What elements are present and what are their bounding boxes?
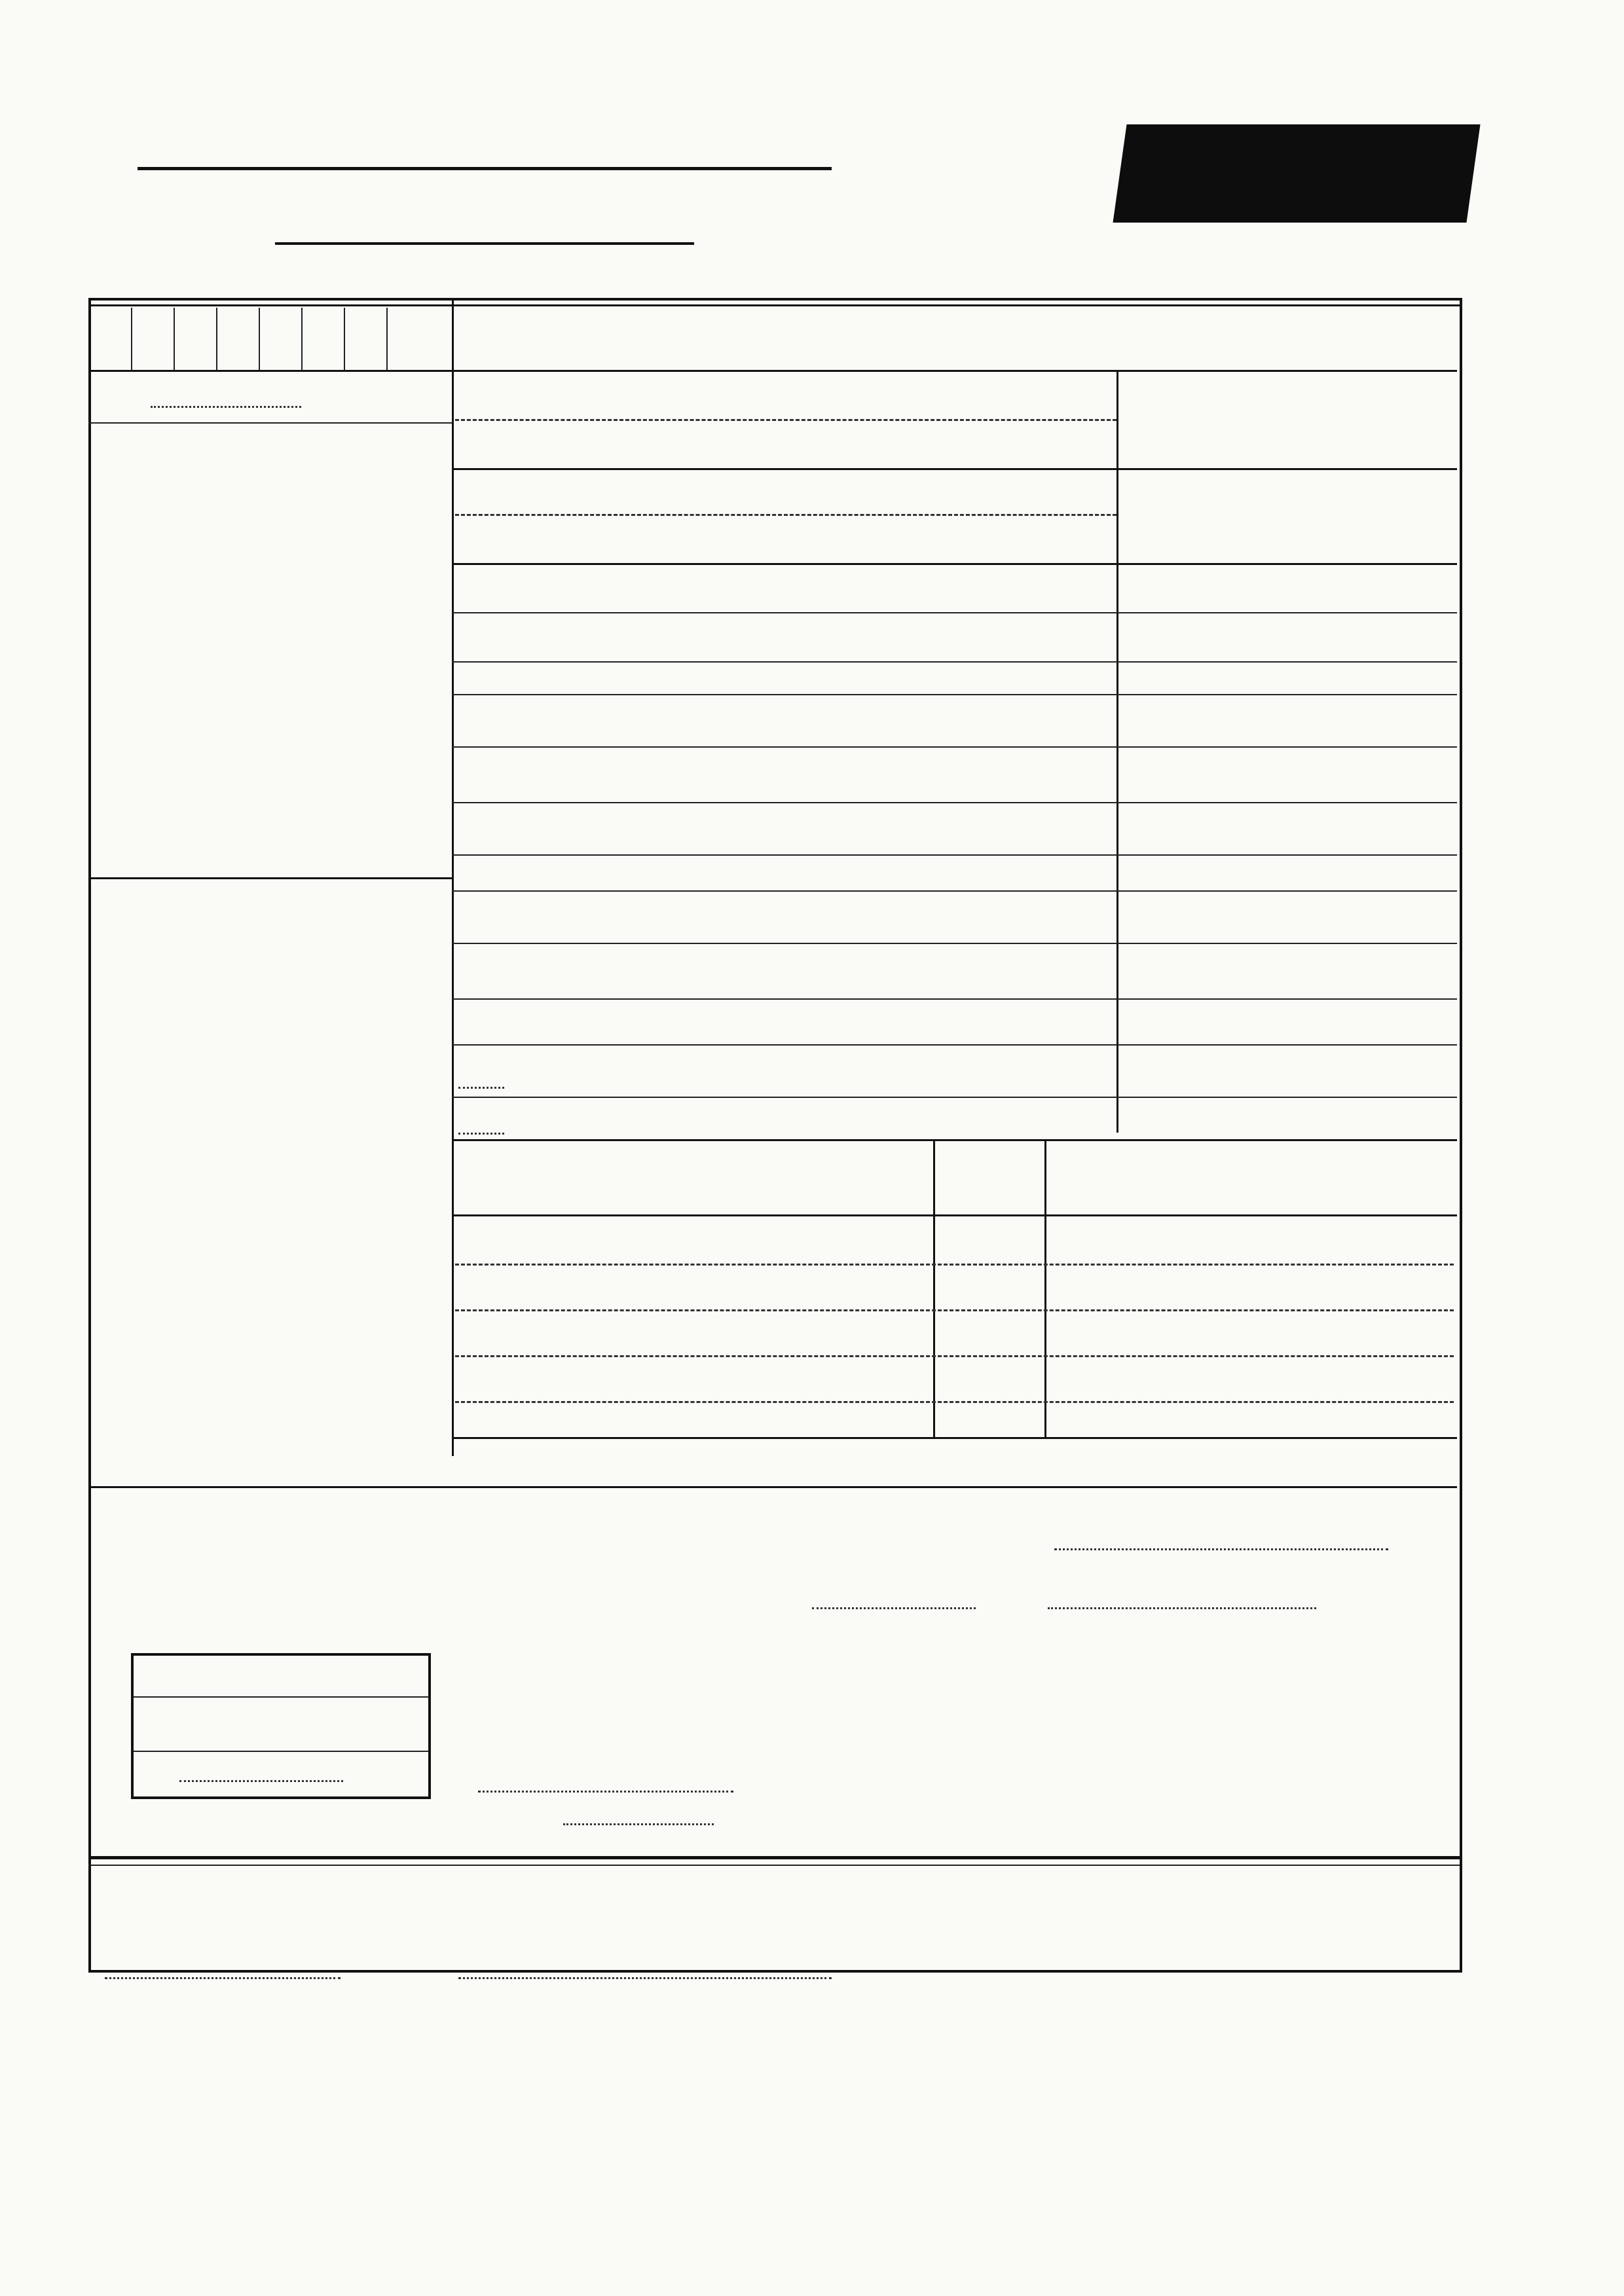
science-top-rule: [88, 1856, 1460, 1859]
memorial-box: [131, 1653, 431, 1799]
header-rule-1: [138, 167, 832, 170]
row-husband-rule: [452, 1139, 1457, 1141]
row3-rule: [452, 612, 1457, 613]
tick-boxes: [95, 308, 449, 370]
yad-vashem-logo: [1113, 124, 1480, 223]
children-header-rule: [452, 1214, 1457, 1216]
approval-field[interactable]: [151, 406, 301, 408]
label-column-divider: [1116, 370, 1118, 1133]
row8-rule: [452, 854, 1457, 856]
memorial-number-field[interactable]: [179, 1780, 343, 1782]
science-line1-camp[interactable]: [458, 1977, 832, 1979]
note-rule: [452, 1486, 1457, 1488]
f13-age-field[interactable]: [458, 1087, 504, 1089]
row10-rule: [452, 943, 1457, 944]
decl-ani-line: [1054, 1548, 1388, 1550]
decl-relation-line: [1048, 1607, 1316, 1609]
children-row-2[interactable]: [455, 1309, 1454, 1311]
approval-rule: [88, 422, 452, 424]
row13-rule: [452, 1097, 1457, 1098]
instruction-rule: [452, 370, 1457, 372]
row1-rule: [452, 468, 1457, 470]
children-row-3[interactable]: [455, 1355, 1454, 1357]
left-column-divider: [452, 301, 454, 1456]
decl-officer-line: [563, 1823, 714, 1825]
left-column-bottom-rule: [88, 1486, 452, 1488]
row9-rule: [452, 890, 1457, 892]
row2-rule: [452, 563, 1457, 565]
frame-double-top: [88, 304, 1460, 306]
children-col-div-2: [933, 1139, 935, 1437]
law-box: [92, 907, 445, 1476]
row12-rule: [452, 1044, 1457, 1046]
science-top-rule-2: [88, 1865, 1460, 1866]
row4-rule: [452, 661, 1457, 663]
row11-rule: [452, 998, 1457, 1000]
children-row-4[interactable]: [455, 1401, 1454, 1403]
f-husband-age-field[interactable]: [458, 1133, 504, 1135]
left-top-rule: [88, 370, 452, 372]
row7-rule: [452, 802, 1457, 803]
row6-rule: [452, 746, 1457, 748]
header-rule-2: [275, 242, 694, 245]
children-row-1[interactable]: [455, 1264, 1454, 1266]
children-col-div-1: [1044, 1139, 1046, 1437]
decl-of-line: [812, 1607, 976, 1609]
f2-hebrew-line: [455, 514, 1116, 516]
photo-bottom-rule: [88, 877, 452, 879]
row5-rule: [452, 694, 1457, 695]
children-bottom-rule: [452, 1437, 1457, 1439]
f1-hebrew-line: [455, 419, 1116, 421]
science-line1-ghetto[interactable]: [105, 1977, 341, 1979]
decl-signature-line: [478, 1791, 733, 1793]
